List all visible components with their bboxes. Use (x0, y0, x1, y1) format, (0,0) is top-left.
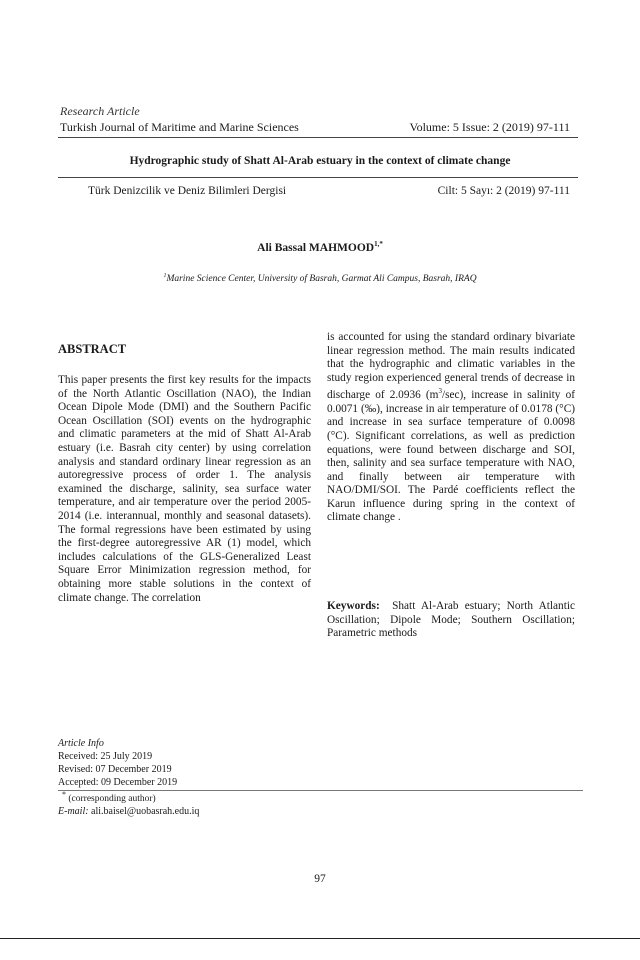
abstract-right-text-1: is accounted for using the standard ordinary bivariate linear regression method. The main results indicated that the hydrographic and climatic variables in the study region experienced general trends of decrease in discharge of 2.0936 (m (327, 331, 575, 402)
author-name: Ali Bassal MAHMOOD (257, 241, 375, 254)
affiliation-mark: 1 (163, 273, 167, 279)
abstract-right-sup: 3 (438, 387, 442, 396)
affiliation-text: Marine Science Center, University of Basrah, Garmat Ali Campus, Basrah, IRAQ (166, 274, 477, 285)
accepted-date: Accepted: 09 December 2019 (58, 777, 178, 788)
email-address[interactable]: ali.baisel@uobasrah.edu.iq (91, 806, 200, 817)
email-line (58, 806, 199, 817)
affiliation (0, 273, 640, 284)
journal-name: Turkish Journal of Maritime and Marine Sciences (60, 120, 299, 134)
article-type-label: Research Article (60, 104, 140, 118)
abstract-heading: ABSTRACT (58, 342, 127, 356)
revised-date: Revised: 07 December 2019 (58, 764, 172, 775)
footnote-rule (58, 790, 583, 791)
corresponding-note (62, 790, 156, 804)
corresponding-mark: * (62, 790, 66, 799)
email-label: E-mail: (58, 806, 89, 817)
page-number: 97 (314, 873, 326, 885)
keywords-text: Shatt Al-Arab estuary; North Atlantic Oscillation; Dipole Mode; Southern Oscillation; Parametric methods (327, 600, 575, 640)
turkish-journal-volume: Cilt: 5 Sayı: 2 (2019) 97-111 (437, 185, 570, 197)
abstract-left-column: This paper presents the first key results for the impacts of the North Atlantic Oscillation (NAO), the Indian Ocean Dipole Mode (DMI) and the Southern Pacific Ocean Oscillation (SOI) events on the hydrographic and climatic parameters at the mid of Shatt Al-Arab estuary (i.e. Basrah city center) by using correlation analysis and standard ordinary linear regression as an autoregressive process of order 1. The analysis examined the discharge, salinity, sea surface water temperature, and air temperature over the period 2005-2014 (i.e. interannual, monthly and seasonal datasets). The formal regressions have been estimated by using the first-degree autoregressive AR (1) model, which includes calculations of the GLS-Generalized Least Square Error Minimization regression method, for obtaining more stable solutions in the context of climate change. The correlation (58, 374, 311, 604)
keywords-label: Keywords: (327, 600, 380, 612)
article-info-heading: Article Info (58, 738, 104, 749)
turkish-journal-name: Türk Denizcilik ve Deniz Bilimleri Dergisi (88, 185, 287, 197)
paper-title: Hydrographic study of Shatt Al-Arab estuary in the context of climate change (129, 155, 511, 167)
header-rule (58, 137, 578, 138)
page-bottom-rule (0, 938, 640, 939)
journal-volume: Volume: 5 Issue: 2 (2019) 97-111 (409, 120, 570, 134)
abstract-right-text-2: /sec), increase in salinity of 0.0071 (‰), increase in air temperature of 0.0178 (°C) and increase in sea surface temperature of 0.0098 (°C). Significant correlations, as well as prediction equations, were found between discharge and SOI, then, salinity and sea surface temperature with NAO, and finally between air temperature with NAO/DMI/SOI. The Pardé coefficients reflect the Karun influence during spring in the context of climate change . (327, 389, 575, 524)
author-line (0, 240, 640, 254)
title-rule (58, 177, 578, 178)
keywords (327, 600, 575, 641)
corresponding-text: (corresponding author) (68, 794, 156, 804)
abstract-right-column (327, 331, 575, 525)
author-marks: 1,* (374, 240, 383, 248)
received-date: Received: 25 July 2019 (58, 751, 153, 762)
